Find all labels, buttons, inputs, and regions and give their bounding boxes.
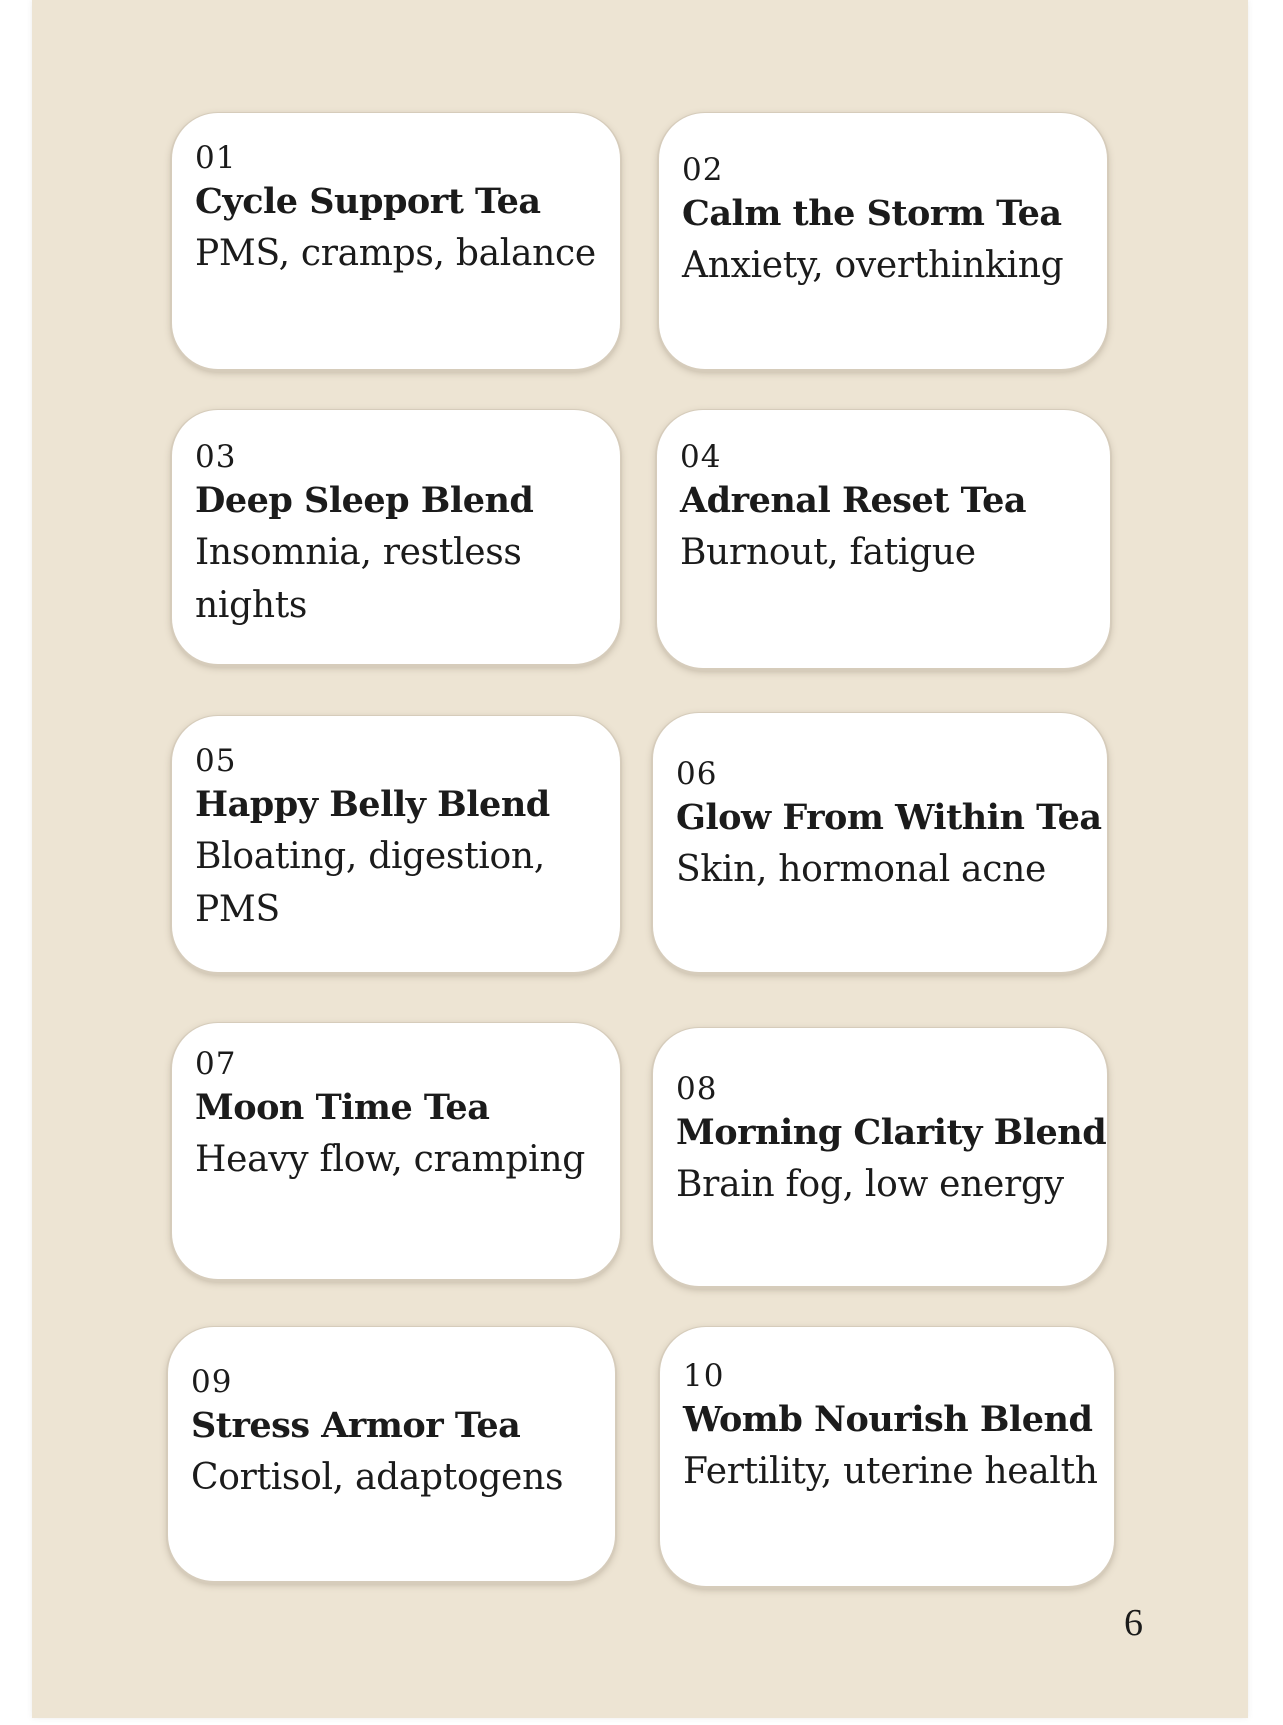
tea-number: 08 [676, 1071, 718, 1107]
tea-description: Bloating, digestion, PMS [195, 836, 545, 930]
tea-title: Happy Belly Blend [195, 784, 550, 825]
page-number: 6 [1124, 1602, 1143, 1644]
booklet-page [32, 0, 1248, 1718]
tea-title: Glow From Within Tea [676, 797, 1102, 838]
tea-card [653, 713, 1107, 972]
tea-description: Anxiety, overthinking [682, 245, 1064, 286]
tea-card [172, 410, 620, 664]
tea-description: Skin, hormonal acne [676, 849, 1046, 890]
tea-card [172, 716, 620, 972]
tea-number: 06 [676, 756, 718, 792]
tea-description: Heavy flow, cramping [195, 1139, 585, 1180]
tea-card [168, 1327, 615, 1581]
tea-card [660, 1327, 1114, 1586]
tea-number: 03 [195, 439, 237, 475]
tea-description: Brain fog, low energy [676, 1164, 1064, 1205]
tea-number: 02 [682, 152, 724, 188]
tea-description: Insomnia, restless nights [195, 532, 522, 626]
tea-description: Cortisol, adaptogens [191, 1457, 564, 1498]
tea-title: Moon Time Tea [195, 1087, 490, 1128]
tea-title: Adrenal Reset Tea [680, 480, 1027, 521]
tea-title: Stress Armor Tea [191, 1405, 521, 1446]
tea-description: PMS, cramps, balance [195, 233, 596, 274]
tea-number: 04 [680, 439, 722, 475]
tea-card [172, 113, 620, 369]
tea-title: Calm the Storm Tea [682, 193, 1062, 234]
tea-card [657, 410, 1110, 668]
tea-card [659, 113, 1107, 369]
tea-number: 10 [683, 1358, 725, 1394]
tea-number: 01 [195, 140, 237, 176]
tea-number: 09 [191, 1364, 233, 1400]
tea-title: Womb Nourish Blend [683, 1399, 1093, 1440]
tea-card [653, 1028, 1107, 1286]
tea-title: Deep Sleep Blend [195, 480, 534, 521]
tea-number: 07 [195, 1046, 237, 1082]
tea-description: Burnout, fatigue [680, 532, 976, 573]
tea-title: Cycle Support Tea [195, 181, 541, 222]
tea-number: 05 [195, 743, 237, 779]
tea-card [172, 1023, 620, 1279]
tea-description: Fertility, uterine health [683, 1451, 1098, 1492]
tea-title: Morning Clarity Blend [676, 1112, 1107, 1153]
